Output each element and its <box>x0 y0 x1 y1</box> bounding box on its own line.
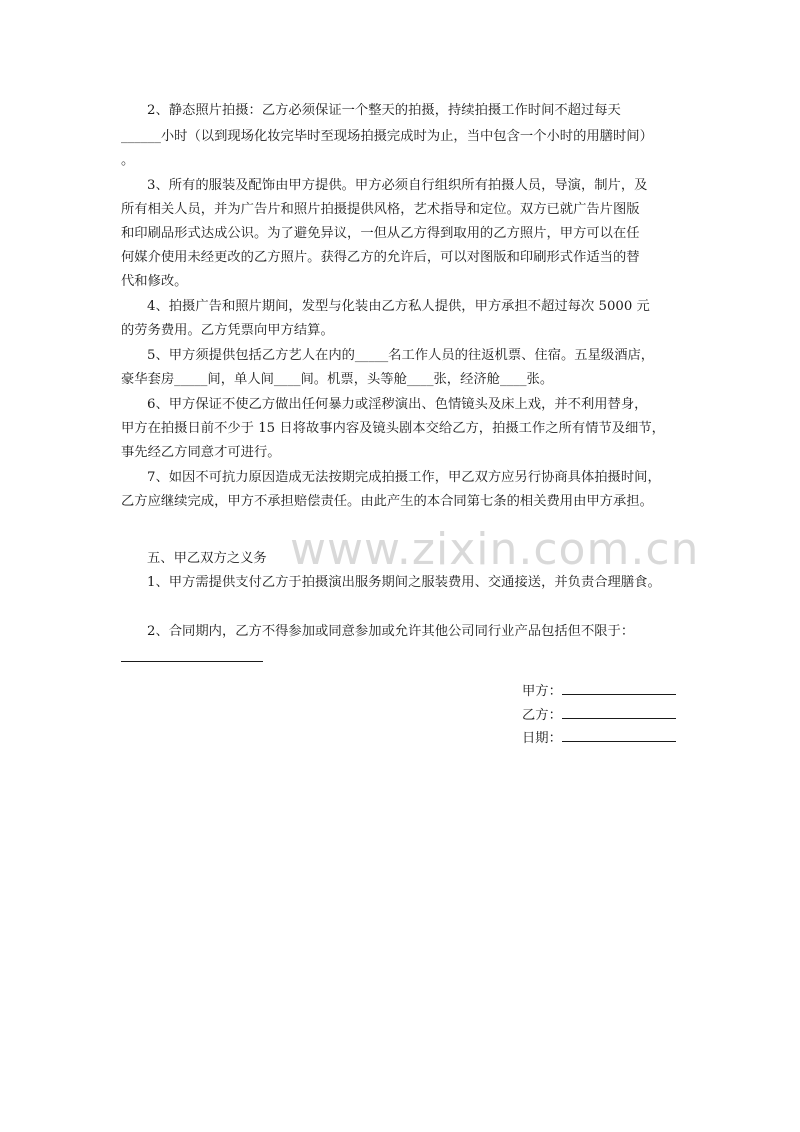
fill-in-blank-line <box>121 661 263 662</box>
signature-label: 乙方： <box>522 708 562 723</box>
signature-blank <box>562 706 676 719</box>
clause-2-line-2: ______小时（以到现场化妆完毕时至现场拍摄完成时为止，当中包含一个小时的用膳时间） <box>121 129 653 144</box>
clause-2-line-3: 。 <box>121 153 135 168</box>
clause-4-line-1: 4、拍摄广告和照片期间，发型与化装由乙方私人提供，甲方承担不超过每次 5000 元 <box>147 299 650 314</box>
clause-7-line-2: 乙方应继续完成，甲方不承担赔偿责任。由此产生的本合同第七条的相关费用由甲方承担。 <box>121 494 653 509</box>
clause-6-line-3: 事先经乙方同意才可进行。 <box>121 445 281 460</box>
clause-5-line-2: 豪华套房_____间，单人间____间。机票，头等舱____张，经济舱____张。 <box>121 372 554 387</box>
watermark: www.zixin.com.cn <box>290 524 700 575</box>
clause-3-line-1: 3、所有的服装及配饰由甲方提供。甲方必须自行组织所有拍摄人员，导演，制片，及 <box>147 178 648 193</box>
signature-party-b <box>522 706 676 725</box>
section-clause-2: 2、合同期内，乙方不得参加或同意参加或允许其他公司同行业产品包括但不限于： <box>147 624 635 639</box>
clause-3-line-4: 何媒介使用未经更改的乙方照片。获得乙方的允许后，可以对图版和印刷形式作适当的替 <box>121 250 640 265</box>
clause-2-line-1: 2、静态照片拍摄：乙方必须保证一个整天的拍摄，持续拍摄工作时间不超过每天 <box>147 103 621 118</box>
section-clause-1: 1、甲方需提供支付乙方于拍摄演出服务期间之服装费用、交通接送，并负责合理膳食。 <box>147 575 661 590</box>
signature-party-a <box>522 682 676 701</box>
section-heading: 五、甲乙双方之义务 <box>147 551 267 566</box>
signature-blank <box>562 682 676 695</box>
clause-4-line-2: 的劳务费用。乙方凭票向甲方结算。 <box>121 323 334 338</box>
clause-7-line-1: 7、如因不可抗力原因造成无法按期完成拍摄工作，甲乙双方应另行协商具体拍摄时间， <box>147 470 661 485</box>
clause-6-line-1: 6、甲方保证不使乙方做出任何暴力或淫秽演出、色情镜头及床上戏，并不利用替身， <box>147 397 648 412</box>
signature-label: 甲方： <box>522 684 562 699</box>
clause-3-line-2: 所有相关人员，并为广告片和照片拍摄提供风格，艺术指导和定位。双方已就广告片图版 <box>121 202 640 217</box>
signature-date <box>522 729 676 748</box>
clause-3-line-5: 代和修改。 <box>121 274 188 289</box>
signature-label: 日期： <box>522 731 562 746</box>
clause-6-line-2: 甲方在拍摄日前不少于 15 日将故事内容及镜头剧本交给乙方，拍摄工作之所有情节及细节， <box>121 421 665 436</box>
clause-5-line-1: 5、甲方须提供包括乙方艺人在内的_____名工作人员的往返机票、住宿。五星级酒店， <box>147 348 655 363</box>
clause-3-line-3: 和印刷品形式达成公识。为了避免异议，一但从乙方得到取用的乙方照片，甲方可以在任 <box>121 226 640 241</box>
signature-blank <box>562 729 676 742</box>
